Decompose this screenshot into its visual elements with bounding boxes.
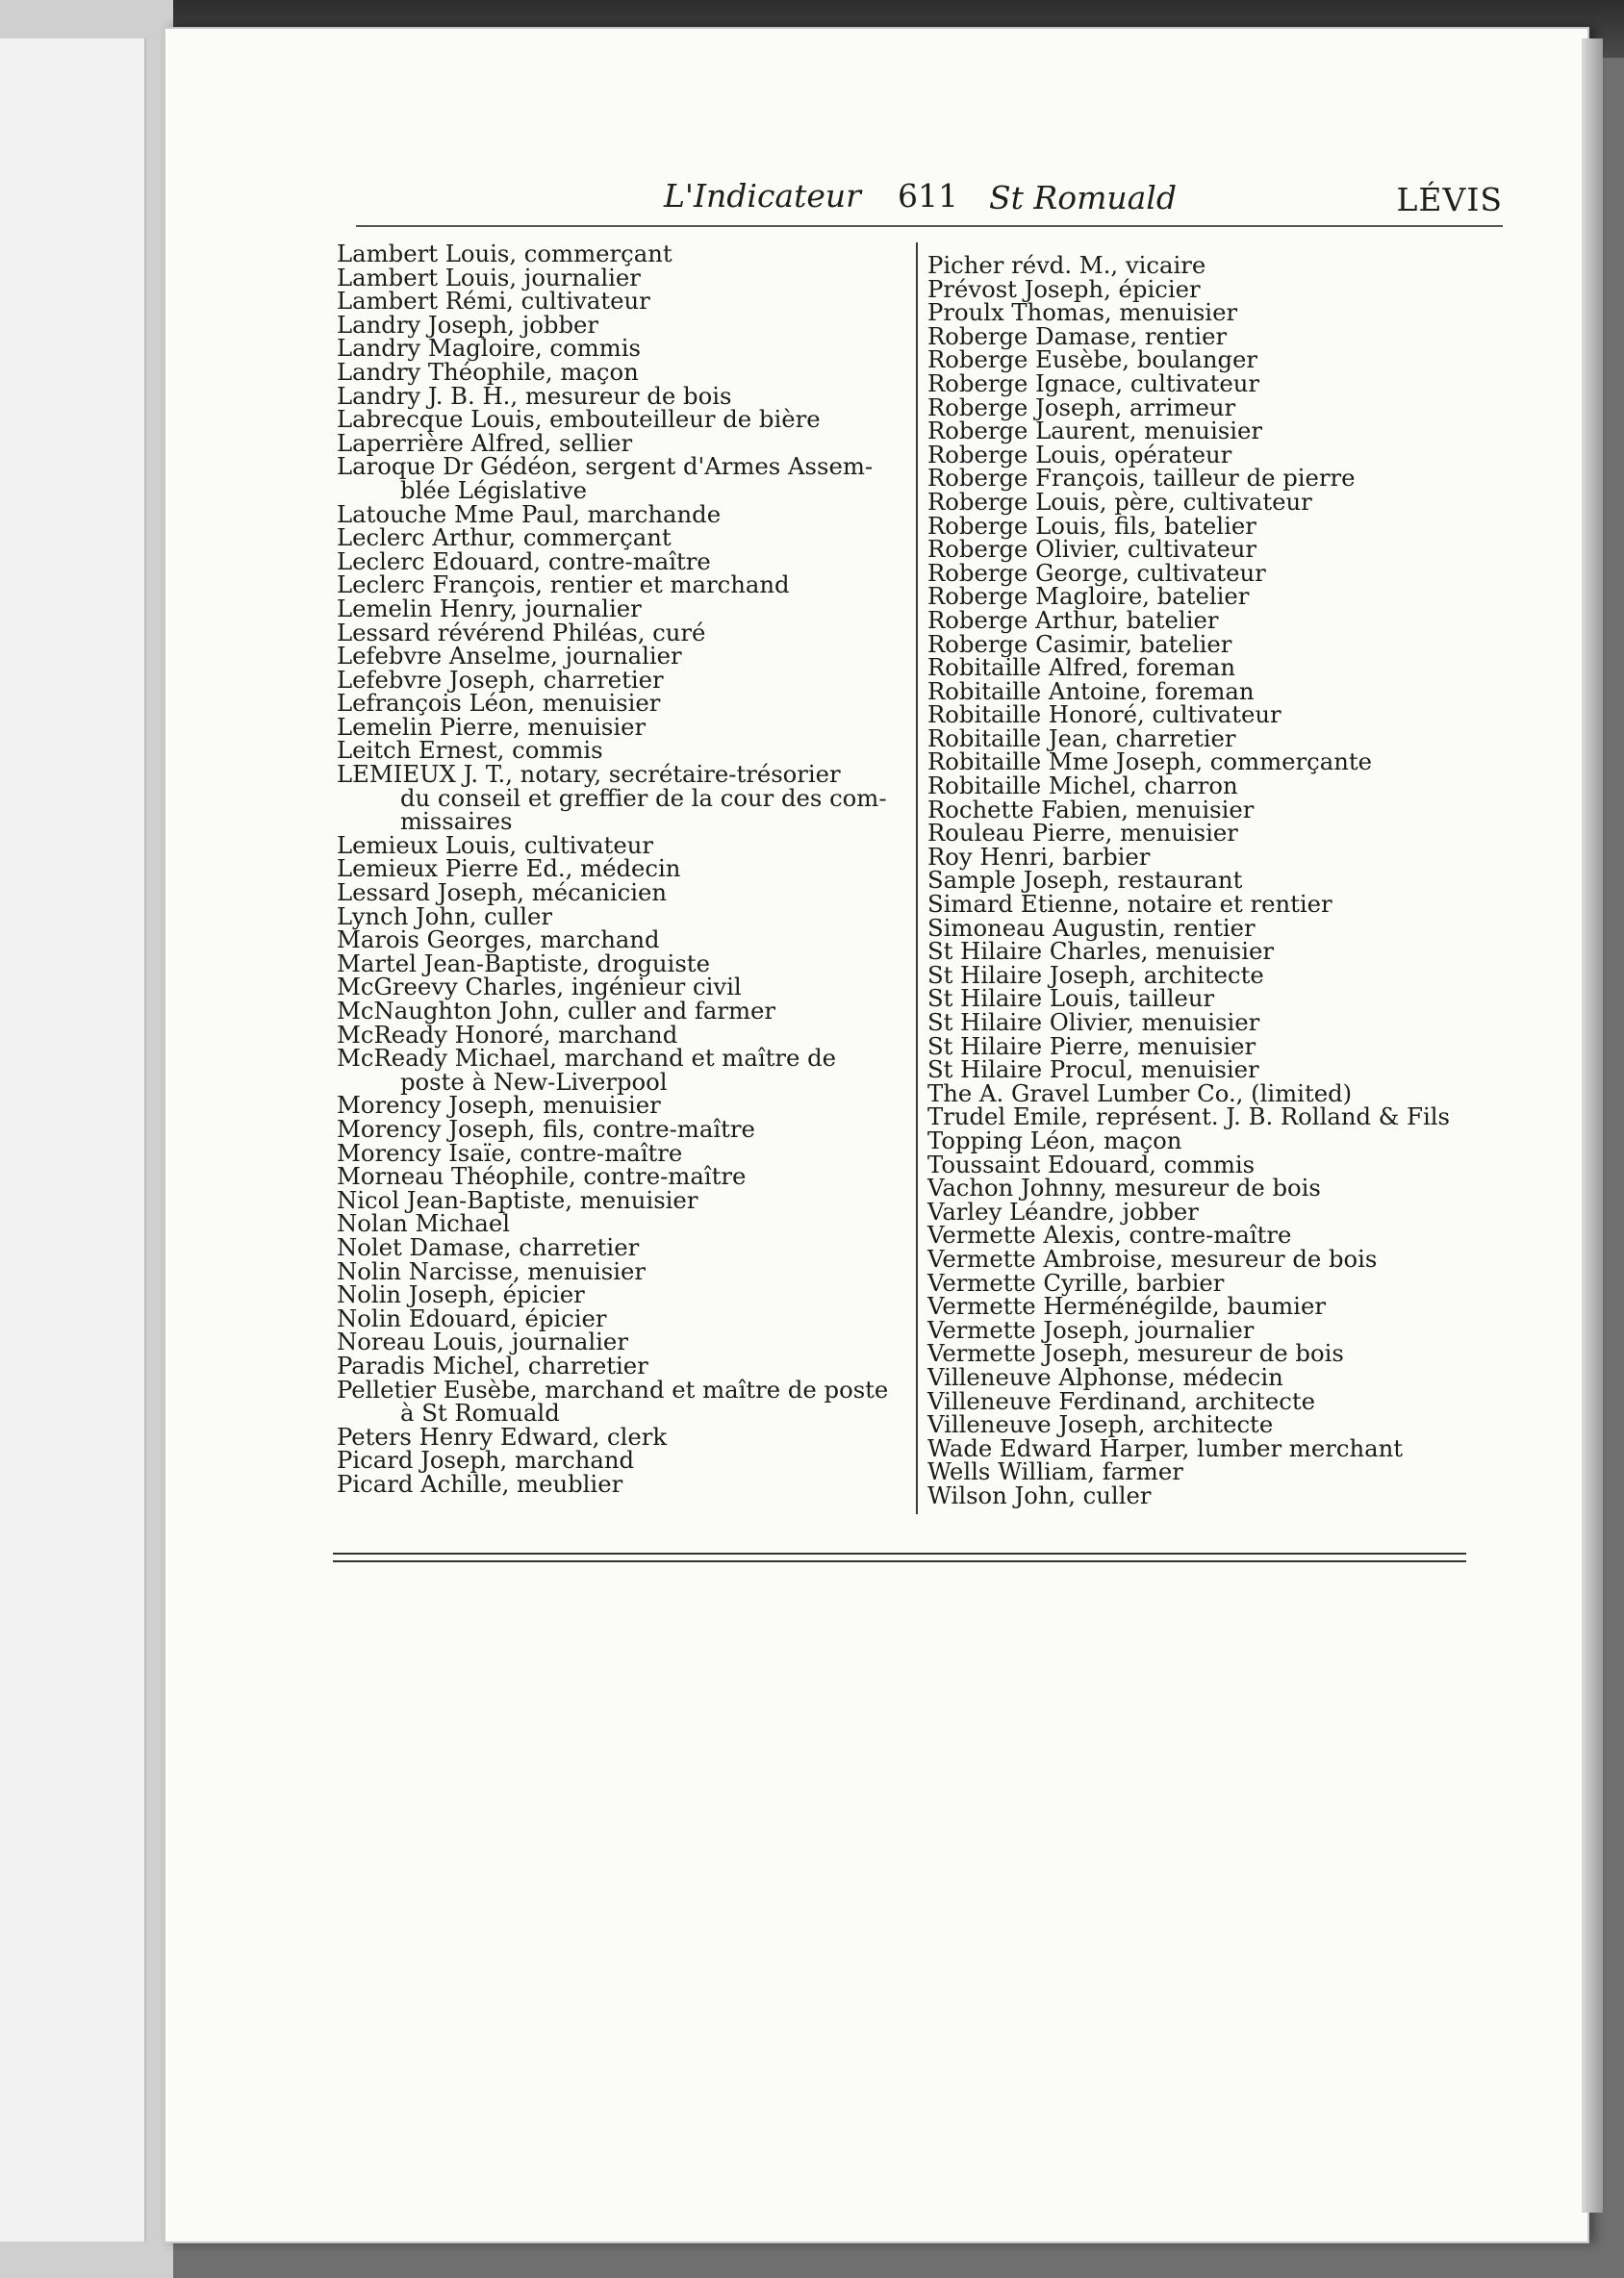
directory-entry-continuation: poste à New-Liverpool: [400, 1067, 668, 1096]
directory-entry: Morency Isaïe, contre-maître: [337, 1138, 683, 1167]
directory-entry: Roberge Joseph, arrimeur: [927, 392, 1236, 421]
directory-entry: Simard Etienne, notaire et rentier: [927, 890, 1332, 919]
directory-entry: McNaughton John, culler and farmer: [337, 997, 776, 1025]
directory-entry: McReady Honoré, marchand: [337, 1020, 678, 1049]
directory-entry: Roy Henri, barbier: [927, 842, 1151, 871]
directory-entry: St Hilaire Olivier, menuisier: [927, 1008, 1260, 1036]
directory-entry: Peters Henry Edward, clerk: [337, 1422, 668, 1451]
directory-entry: St Hilaire Pierre, menuisier: [927, 1031, 1256, 1060]
directory-entry: Marois Georges, marchand: [337, 925, 660, 954]
directory-entry: Wells William, farmer: [927, 1457, 1183, 1486]
directory-entry: Lefrançois Léon, menuisier: [337, 689, 661, 718]
directory-entry: Rochette Fabien, menuisier: [927, 795, 1255, 823]
directory-entry: St Hilaire Procul, menuisier: [927, 1055, 1259, 1084]
directory-entry: St Hilaire Louis, tailleur: [927, 984, 1215, 1013]
directory-entry: Lessard Joseph, mécanicien: [337, 878, 668, 907]
directory-entry: Landry Théophile, maçon: [337, 357, 639, 386]
directory-entry: Roberge Louis, fils, batelier: [927, 511, 1256, 540]
directory-entry: Leitch Ernest, commis: [337, 736, 603, 765]
directory-entry: Vermette Joseph, journalier: [927, 1315, 1255, 1344]
right-column: [927, 251, 1495, 1509]
directory-entry: Nolet Damase, charretier: [337, 1232, 640, 1261]
directory-entry: Trudel Emile, représent. J. B. Rolland & Fils: [927, 1102, 1450, 1131]
directory-entry: Roberge Ignace, cultivateur: [927, 368, 1260, 397]
directory-entry: Noreau Louis, journalier: [337, 1328, 628, 1356]
directory-entry: Morency Joseph, fils, contre-maître: [337, 1114, 755, 1143]
directory-entry: Picher révd. M., vicaire: [927, 251, 1206, 279]
directory-entry: Roberge François, tailleur de pierre: [927, 464, 1356, 493]
directory-entry: Leclerc François, rentier et marchand: [337, 570, 790, 599]
directory-entry: Roberge Casimir, batelier: [927, 629, 1232, 658]
directory-entry: Morency Joseph, menuisier: [337, 1091, 661, 1120]
page-stack-edge: [1582, 38, 1603, 2213]
directory-entry: The A. Gravel Lumber Co., (limited): [927, 1078, 1353, 1107]
directory-entry: Varley Léandre, jobber: [927, 1197, 1199, 1226]
directory-entry: Lambert Louis, commerçant: [337, 240, 672, 267]
directory-entry: Vermette Joseph, mesureur de bois: [927, 1339, 1344, 1368]
directory-entry: Robitaille Alfred, foreman: [927, 653, 1235, 682]
directory-entry-continuation: missaires: [400, 807, 513, 836]
directory-entry: Toussaint Edouard, commis: [927, 1150, 1256, 1178]
directory-entry: Lefebvre Anselme, journalier: [337, 642, 682, 671]
directory-entry: Picard Achille, meublier: [337, 1469, 623, 1498]
directory-entry: Proulx Thomas, menuisier: [927, 298, 1238, 327]
directory-entry: Wilson John, culler: [927, 1481, 1152, 1509]
directory-entry: Robitaille Honoré, cultivateur: [927, 700, 1281, 729]
directory-entry: McReady Michael, marchand et maître de: [337, 1044, 837, 1073]
directory-entry-continuation: du conseil et greffier de la cour des com-: [400, 783, 887, 812]
directory-entry: Villeneuve Alphonse, médecin: [927, 1362, 1283, 1391]
directory-entry: Roberge Eusèbe, boulanger: [927, 345, 1258, 374]
bottom-rule: [333, 1560, 1466, 1562]
bottom-rule: [333, 1553, 1466, 1555]
previous-page-edge: [0, 38, 146, 2241]
directory-entry: Pelletier Eusèbe, marchand et maître de poste: [337, 1375, 889, 1404]
directory-entry: Nolan Michael: [337, 1209, 511, 1238]
directory-entry: Landry Magloire, commis: [337, 334, 641, 363]
directory-entry: Vermette Ambroise, mesureur de bois: [927, 1244, 1378, 1273]
directory-entry: Picard Joseph, marchand: [337, 1446, 635, 1475]
directory-entry: Prévost Joseph, épicier: [927, 274, 1201, 303]
directory-entry: Lemelin Pierre, menuisier: [337, 712, 647, 741]
journal-title: L'Indicateur: [664, 177, 861, 215]
directory-entry: Simoneau Augustin, rentier: [927, 913, 1256, 942]
running-header: [356, 171, 1503, 227]
directory-entry: LEMIEUX J. T., notary, secrétaire-trésorier: [337, 760, 841, 789]
directory-entry: Villeneuve Joseph, architecte: [927, 1410, 1274, 1439]
directory-entry: Roberge George, cultivateur: [927, 558, 1266, 587]
directory-entry: Morneau Théophile, contre-maître: [337, 1162, 747, 1191]
directory-entry: Nicol Jean-Baptiste, menuisier: [337, 1185, 698, 1214]
directory-entry: Sample Joseph, restaurant: [927, 866, 1243, 895]
directory-entry: Nolin Joseph, épicier: [337, 1280, 585, 1309]
left-column: [337, 242, 914, 1496]
directory-entry: Robitaille Mme Joseph, commerçante: [927, 747, 1372, 776]
directory-entry: Roberge Louis, opérateur: [927, 440, 1232, 468]
directory-entry: Robitaille Jean, charretier: [927, 723, 1236, 752]
column-divider: [916, 242, 918, 1514]
directory-entry: Lessard révérend Philéas, curé: [337, 618, 706, 646]
directory-entry: Rouleau Pierre, menuisier: [927, 819, 1238, 848]
directory-entry: Vachon Johnny, mesureur de bois: [927, 1174, 1321, 1202]
directory-entry-continuation: blée Législative: [400, 475, 588, 504]
directory-entry: Roberge Magloire, batelier: [927, 582, 1250, 611]
directory-entry: Roberge Arthur, batelier: [927, 605, 1219, 634]
directory-entry: Martel Jean-Baptiste, droguiste: [337, 949, 710, 977]
directory-entry: Roberge Olivier, cultivateur: [927, 535, 1257, 564]
directory-entry: Roberge Louis, père, cultivateur: [927, 487, 1312, 516]
directory-entry: Landry J. B. H., mesureur de bois: [337, 381, 732, 410]
directory-entry: Landry Joseph, jobber: [337, 310, 599, 339]
directory-entry: Laperrière Alfred, sellier: [337, 428, 633, 457]
directory-entry: Lemieux Louis, cultivateur: [337, 830, 654, 859]
directory-entry: Wade Edward Harper, lumber merchant: [927, 1433, 1403, 1462]
directory-entry: Laroque Dr Gédéon, sergent d'Armes Assem-: [337, 452, 874, 481]
directory-entry: Robitaille Antoine, foreman: [927, 676, 1255, 705]
directory-entry: McGreevy Charles, ingénieur civil: [337, 973, 742, 1001]
directory-entry: Vermette Cyrille, barbier: [927, 1268, 1225, 1297]
directory-entry: Nolin Narcisse, menuisier: [337, 1256, 647, 1285]
directory-entry: Nolin Edouard, épicier: [337, 1304, 607, 1332]
directory-entry: Roberge Damase, rentier: [927, 321, 1228, 350]
directory-entry: Lefebvre Joseph, charretier: [337, 665, 664, 694]
directory-entry: Leclerc Arthur, commerçant: [337, 523, 672, 552]
directory-entry: Lemelin Henry, journalier: [337, 594, 642, 622]
directory-entry: Lambert Rémi, cultivateur: [337, 287, 650, 316]
directory-entry: Roberge Laurent, menuisier: [927, 417, 1262, 445]
directory-entry: Lemieux Pierre Ed., médecin: [337, 854, 681, 883]
directory-entry: Leclerc Edouard, contre-maître: [337, 546, 711, 575]
directory-entry: Vermette Herménégilde, baumier: [927, 1292, 1326, 1321]
directory-entry: St Hilaire Charles, menuisier: [927, 937, 1274, 966]
page-number: 611: [898, 177, 958, 215]
parish-name: St Romuald: [989, 179, 1177, 216]
county-name: LÉVIS: [1396, 181, 1503, 218]
directory-entry: Topping Léon, maçon: [927, 1126, 1182, 1154]
directory-entry: Latouche Mme Paul, marchande: [337, 499, 722, 528]
directory-entry: St Hilaire Joseph, architecte: [927, 960, 1264, 989]
directory-entry: Labrecque Louis, embouteilleur de bière: [337, 405, 821, 434]
directory-entry: Villeneuve Ferdinand, architecte: [927, 1386, 1315, 1415]
directory-entry: Paradis Michel, charretier: [337, 1351, 648, 1379]
directory-entry: Robitaille Michel, charron: [927, 772, 1238, 800]
directory-entry: Vermette Alexis, contre-maître: [927, 1221, 1292, 1250]
directory-entry: Lynch John, culler: [337, 901, 552, 930]
directory-entry-continuation: à St Romuald: [400, 1399, 560, 1428]
directory-entry: Lambert Louis, journalier: [337, 263, 641, 291]
